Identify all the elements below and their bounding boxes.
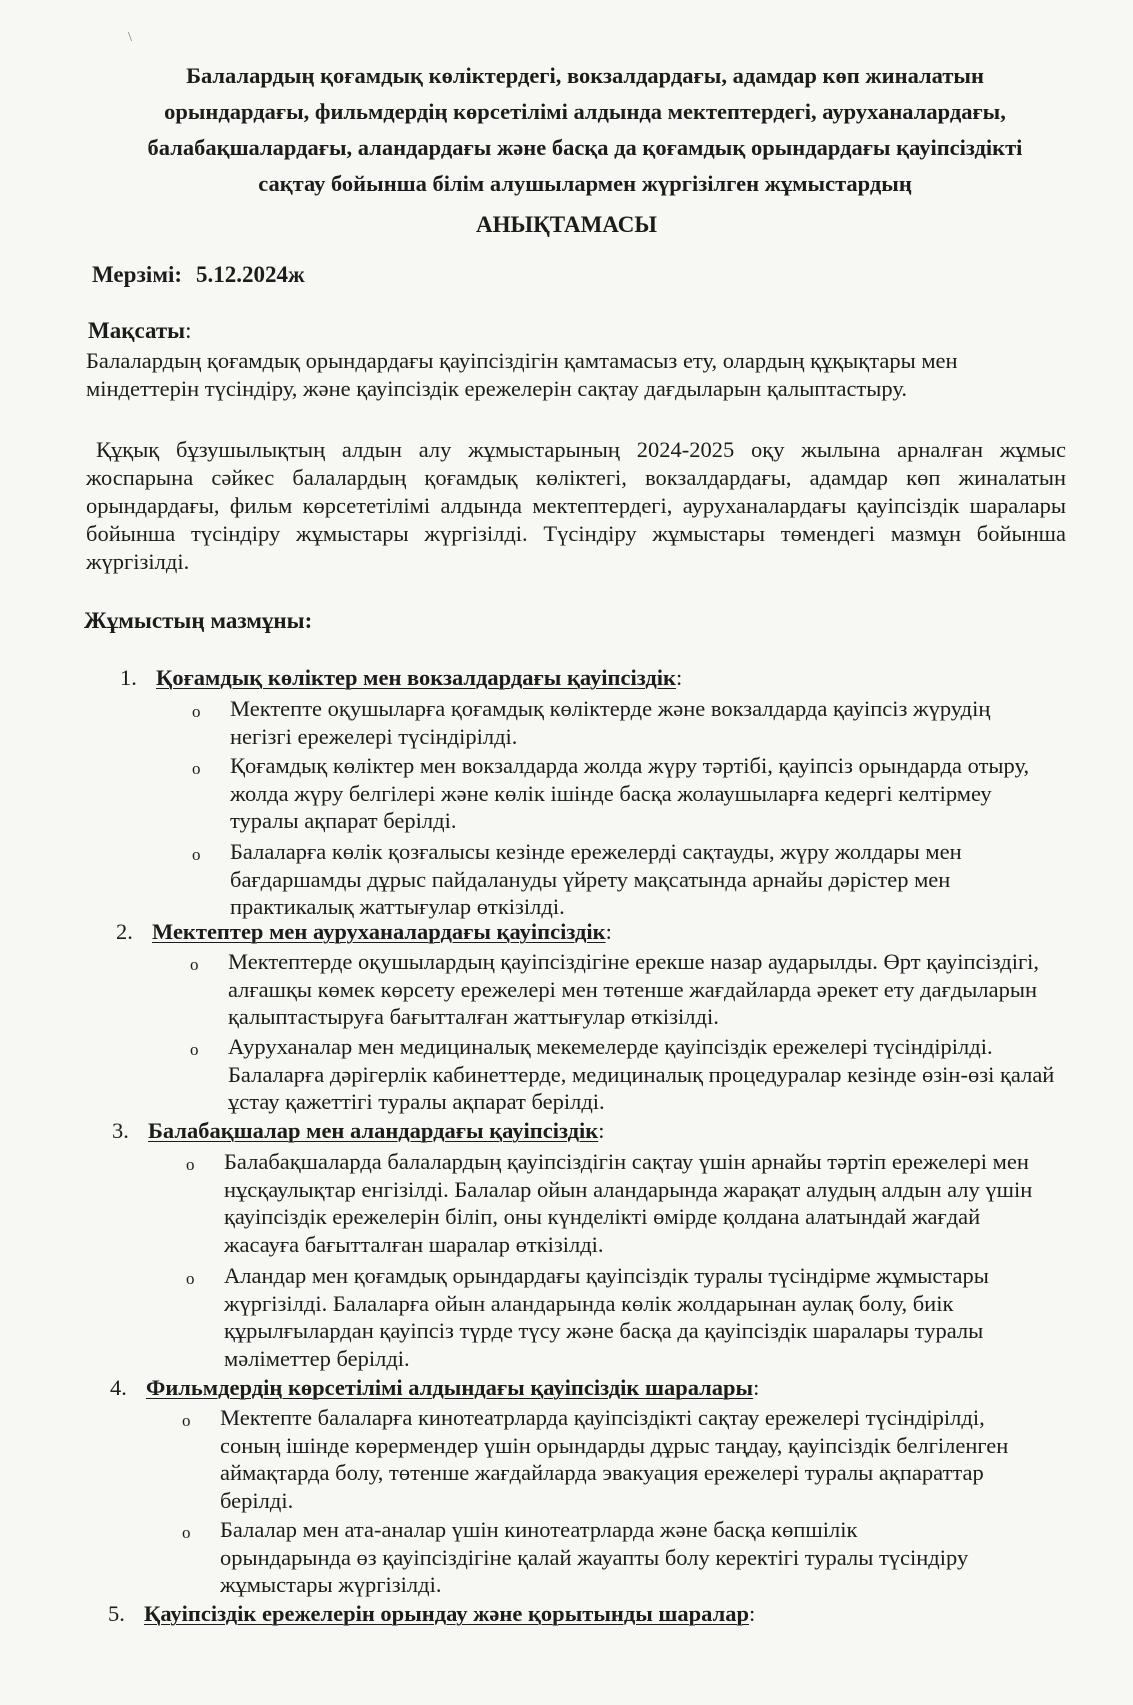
list-item (192, 695, 1010, 750)
bullet-icon: o (186, 1269, 195, 1288)
list-item-text: Ауруханалар мен медициналық мекемелерде қауіпсіздік ережелері түсіндірілді. Балаларға дәрігерлік кабинеттерде, медициналық процедуралар кезінде өзін-өзі қалай ұстау қажеттігі туралы ақпарат берілді. (228, 1034, 1055, 1114)
title-line: балабақшалардағы, аландардағы және басқа да қоғамдық орындардағы қауіпсіздікті (147, 135, 1023, 160)
section-1-heading (120, 664, 1080, 692)
bullet-icon: o (190, 1040, 199, 1059)
title-line: Балалардың қоғамдық көліктердегі, вокзалдардағы, адамдар көп жиналатын (186, 63, 984, 88)
section-colon: : (675, 665, 683, 690)
list-item-text: Балабақшаларда балалардың қауіпсіздігін сақтау үшін арнайы тәртіп ережелері мен нұсқаулықтар енгізілді. Балалар ойын аландарында жарақат алудың алдын алу үшін қауіпсіздік ережелерін біліп, оны күнделікті өмірде қолдана алатындай жағдай жасауға бағытталған шаралар өткізілді. (224, 1149, 1033, 1257)
goal-text: Балалардың қоғамдық орындардағы қауіпсіздігін қамтамасыз ету, олардың құқықтары мен міндеттерін түсіндіру, және қауіпсіздік ережелерін сақтау дағдыларын қалыптастыру. (86, 348, 958, 401)
list-item-text: Мектепте балаларға кинотеатрларда қауіпсіздікті сақтау ережелері түсіндірілді, соның ішінде көрермендер үшін орындарды дұрыс таңдау, қауіпсіздік белгіленген аймақтарда болу, төтенше жағдайларда эвакуация ережелері туралы ақпараттар берілді. (220, 1405, 1009, 1513)
bullet-icon: o (192, 845, 201, 864)
section-colon: : (749, 1601, 756, 1626)
section-number: 3. (112, 1118, 129, 1143)
list-item (182, 1404, 1020, 1514)
section-number: 4. (110, 1375, 127, 1400)
bullet-icon: o (182, 1411, 191, 1430)
section-number: 1. (120, 665, 137, 690)
bullet-icon: o (182, 1523, 191, 1542)
section-number: 2. (116, 919, 133, 944)
document-heading: АНЫҚТАМАСЫ (476, 212, 657, 237)
title-line: сақтау бойынша білім алушылармен жүргізілген жұмыстардың (258, 171, 912, 196)
date-value: 5.12.2024ж (196, 262, 305, 287)
section-3-heading (112, 1117, 1072, 1145)
section-2-heading (116, 918, 1076, 946)
date-label: Мерзімі: (92, 262, 183, 287)
section-4-heading (110, 1374, 1070, 1402)
list-item-text: Мектептерде оқушылардың қауіпсіздігіне ерекше назар аударылды. Өрт қауіпсіздігі, алғашқы көмек көрсету ережелері мен төтенше жағдайларда әрекет ету дағдыларын қалыптастыруға бағытталған жаттығулар өткізілді. (228, 949, 1040, 1029)
section-5-heading (108, 1600, 1068, 1628)
bullet-icon: o (190, 955, 199, 974)
title-line: орындардағы, фильмдердің көрсетілімі алдында мектептердегі, ауруханалардағы, (164, 99, 1006, 124)
list-item (186, 1262, 1004, 1372)
list-item-text: Мектепте оқушыларға қоғамдық көліктерде және вокзалдарда қауіпсіз жүрудің негізгі ережелері түсіндірілді. (230, 696, 991, 749)
section-colon: : (753, 1375, 760, 1400)
section-title: Балабақшалар мен аландардағы қауіпсіздік (148, 1118, 599, 1143)
document-title (105, 58, 1065, 202)
goal-label: Мақсаты (88, 318, 186, 343)
bullet-icon: o (186, 1155, 195, 1174)
goal-label-line (88, 318, 192, 344)
list-item-text: Балалар мен ата-аналар үшін кинотеатрларда және басқа көпшілік орындарында өз қауіпсіздігіне қалай жауапты болу керектігі туралы түсіндіру жұмыстары жүргізілді. (220, 1517, 969, 1597)
intro-paragraph: Құқық бұзушылықтың алдын алу жұмыстарының 2024-2025 оқу жылына арналған жұмыс жоспарына сәйкес балалардың қоғамдық көліктегі, вокзалдардағы, адамдар көп жиналатын орындардағы, фильм көрсететілімі алдында мектептердегі, ауруханалардағы қауіпсіздік шаралары бойынша түсіндіру жұмыстары жүргізілді. Түсіндіру жұмыстары төмендегі мазмұн бойынша жүргізілді. (86, 437, 1066, 574)
list-item (190, 948, 1058, 1031)
list-item (190, 1033, 1058, 1116)
list-item (192, 838, 1050, 921)
section-title: Қоғамдық көліктер мен вокзалдардағы қауіпсіздік (156, 665, 676, 690)
section-colon: : (598, 1118, 605, 1143)
list-item (192, 752, 1050, 835)
list-item-text: Қоғамдық көліктер мен вокзалдарда жолда жүру тәртібі, қауіпсіз орындарда отыру, жолда жүру белгілері және көлік ішінде басқа жолаушыларға кедергі келтірмеу туралы ақпарат берілді. (230, 753, 1030, 833)
section-title: Фильмдердің көрсетілімі алдындағы қауіпсіздік шаралары (146, 1375, 754, 1400)
bullet-icon: o (192, 702, 201, 721)
list-item-text: Балаларға көлік қозғалысы кезінде ережелерді сақтауды, жүру жолдары мен бағдаршамды дұрыс пайдалануды үйрету мақсатында арнайы дәрістер мен практикалық жаттығулар өткізілді. (230, 839, 962, 919)
list-item (186, 1148, 1044, 1258)
content-label: Жұмыстың мазмұны: (84, 608, 313, 633)
section-title: Мектептер мен ауруханалардағы қауіпсіздік (152, 919, 606, 944)
scan-mark: \ (128, 30, 132, 45)
section-title: Қауіпсіздік ережелерін орындау және қорытынды шаралар (144, 1601, 750, 1626)
section-number: 5. (108, 1601, 125, 1626)
bullet-icon: o (192, 759, 201, 778)
section-colon: : (605, 919, 612, 944)
list-item (182, 1516, 980, 1599)
list-item-text: Аландар мен қоғамдық орындардағы қауіпсіздік туралы түсіндірме жұмыстары жүргізілді. Балаларға ойын аландарында көлік жолдарынан аулақ болу, биік құрылғылардан қауіпсіз түрде түсу және басқа да қауіпсіздік шаралары туралы мәліметтер берілді. (224, 1263, 989, 1371)
goal-colon: : (185, 318, 192, 343)
date-line (92, 262, 305, 288)
